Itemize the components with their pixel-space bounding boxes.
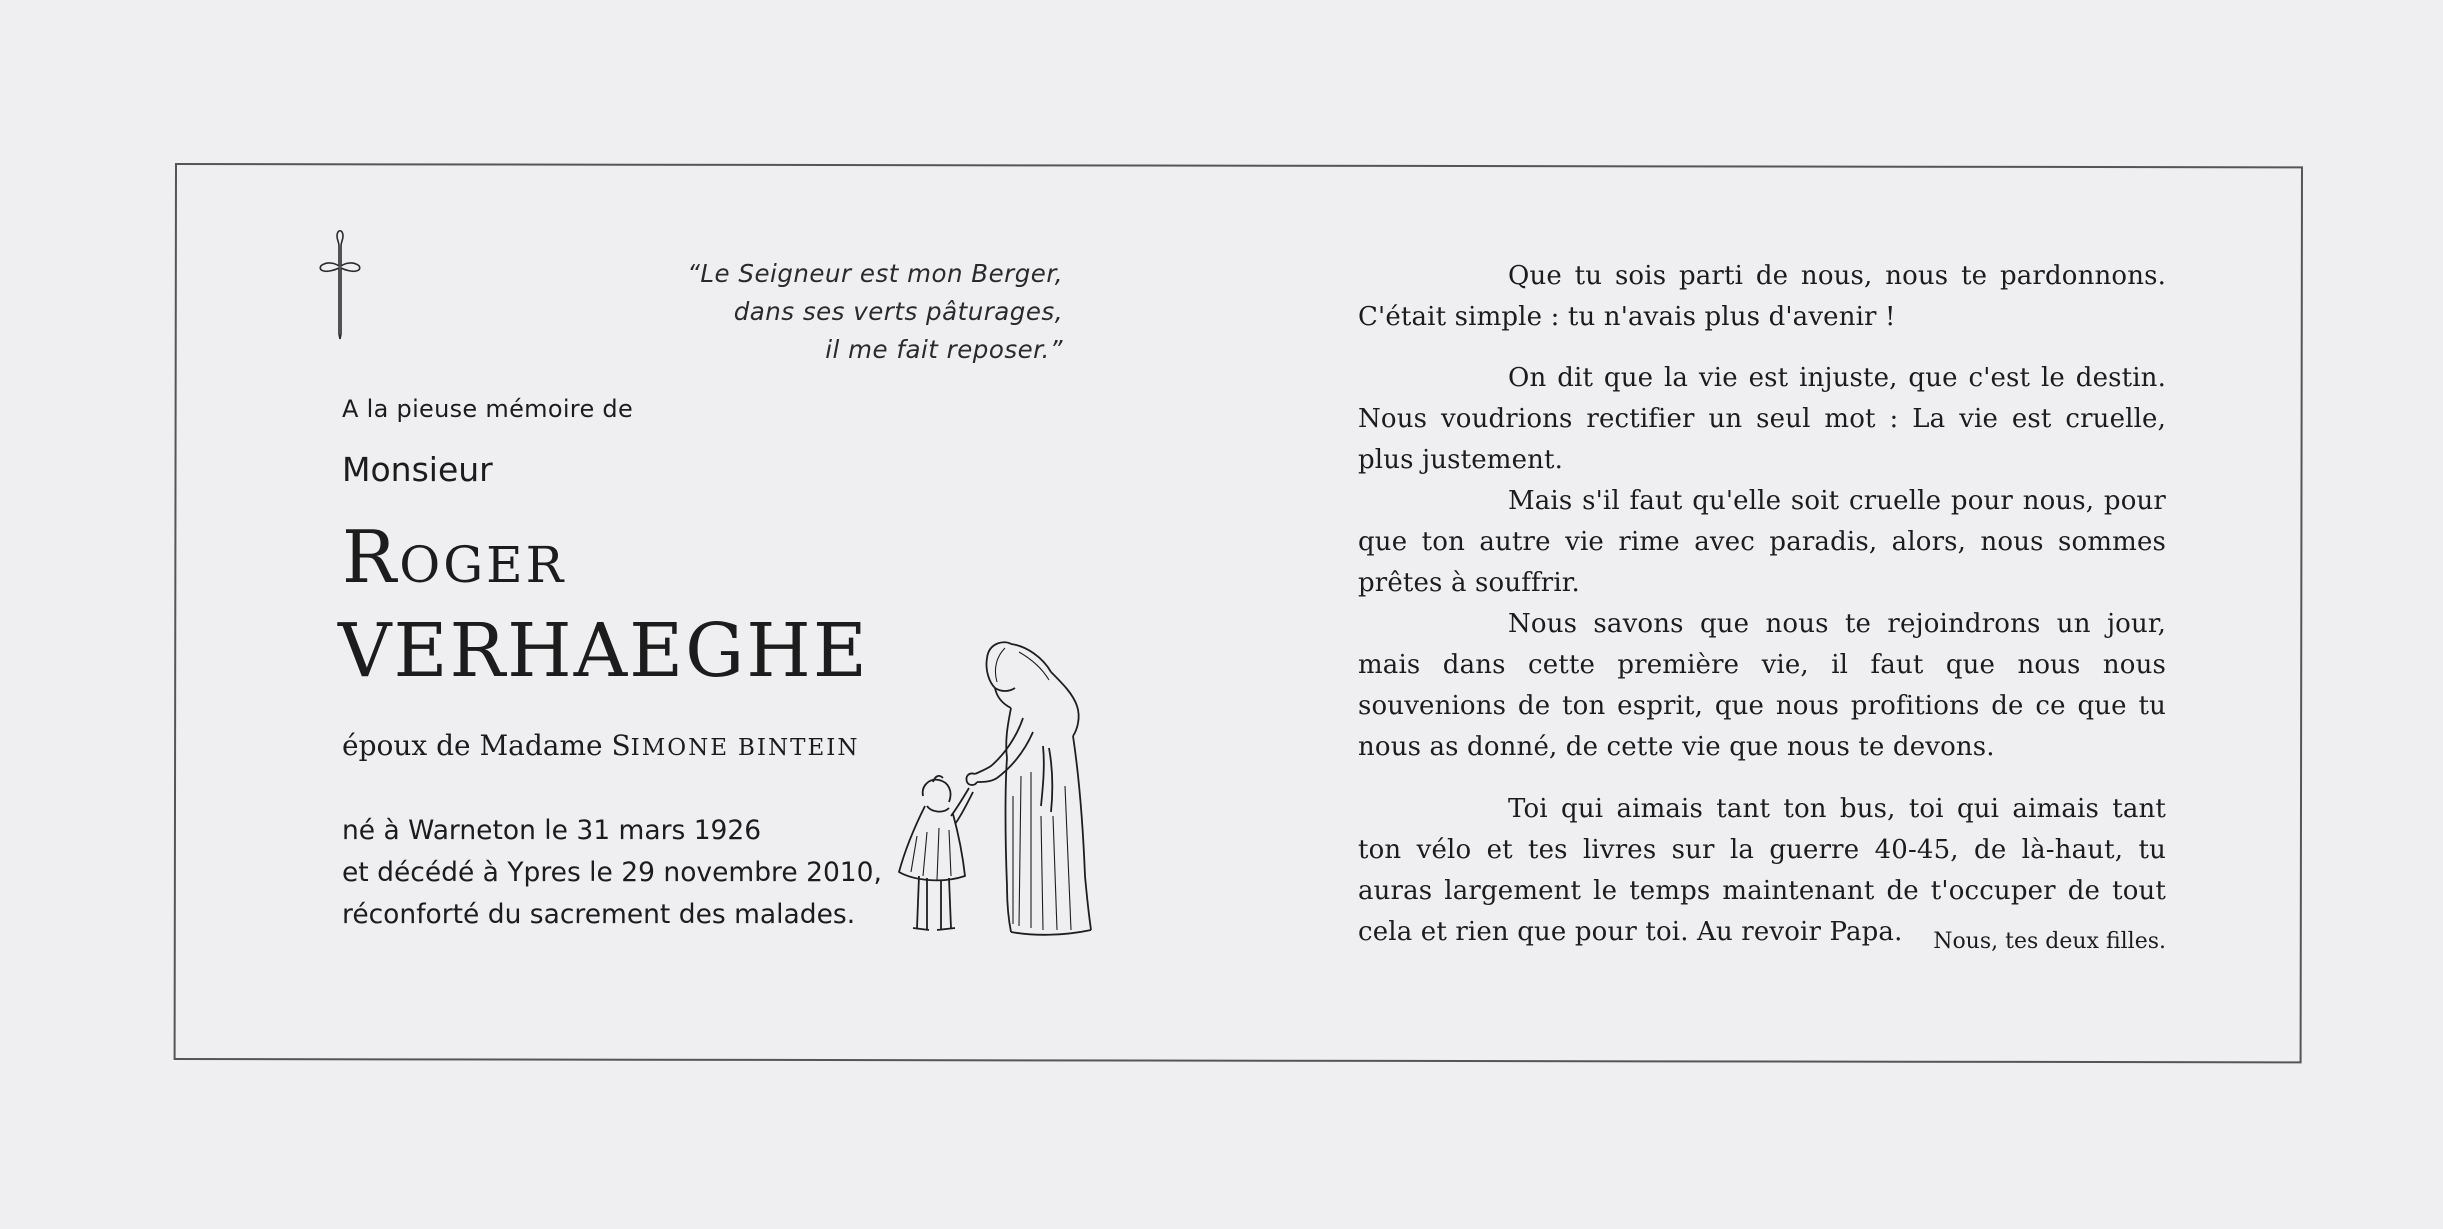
psalm-line: il me fait reposer.” [825, 335, 1063, 364]
psalm-line: “Le Seigneur est mon Berger, [687, 259, 1063, 288]
paragraph-2: On dit que la vie est injuste, que c'est le destin. Nous voudrions rectifier un seul mot : La vie est cruelle, plus justement. [1358, 363, 2166, 475]
life-dates [342, 810, 882, 936]
cross-icon [310, 226, 370, 342]
signoff: Nous, tes deux filles. [1933, 929, 2166, 954]
deceased-last-name: VERHAEGHE [338, 608, 869, 694]
spouse-first-rest: IMONE [630, 735, 730, 761]
paragraph-3: Mais s'il faut qu'elle soit cruelle pour nous, pour que ton autre vie rime avec paradis, alors, nous sommes prêtes à souffrir. [1358, 486, 2166, 598]
psalm-line: dans ses verts pâturages, [733, 297, 1063, 326]
psalm-quote [503, 255, 1063, 369]
monk-with-child-illustration [893, 636, 1138, 939]
memorial-intro: A la pieuse mémoire de [342, 395, 634, 423]
spouse-first-initial: S [611, 729, 631, 762]
first-name-rest: OGER [399, 536, 567, 594]
sacrament-line: réconforté du sacrement des malades. [342, 899, 856, 930]
paragraph-5: Toi qui aimais tant ton bus, toi qui aimais tant ton vélo et tes livres sur la guerre 40-45, de là-haut, tu auras largement le temps maintenant de t'occuper de tout cela et rien que pour toi. Au revoir Papa. [1358, 794, 2166, 947]
honorific-title: Monsieur [342, 450, 493, 489]
deceased-first-name [342, 512, 566, 610]
spouse-line [342, 729, 859, 762]
spouse-last-name: BINTEIN [737, 735, 860, 761]
spouse-prefix: époux de Madame [342, 729, 612, 762]
paragraph-4: Nous savons que nous te rejoindrons un jour, mais dans cette première vie, il faut que nous nous souvenions de ton esprit, que nous profitions de ce que tu nous as donné, de cette vie que nous te devons. [1358, 609, 2166, 762]
first-name-initial: R [342, 515, 400, 599]
birth-line: né à Warneton le 31 mars 1926 [342, 815, 762, 846]
death-line: et décédé à Ypres le 29 novembre 2010, [342, 857, 882, 888]
farewell-text [1358, 256, 2166, 953]
paragraph-1: Que tu sois parti de nous, nous te pardonnons. C'était simple : tu n'avais plus d'avenir ! [1358, 261, 2166, 332]
